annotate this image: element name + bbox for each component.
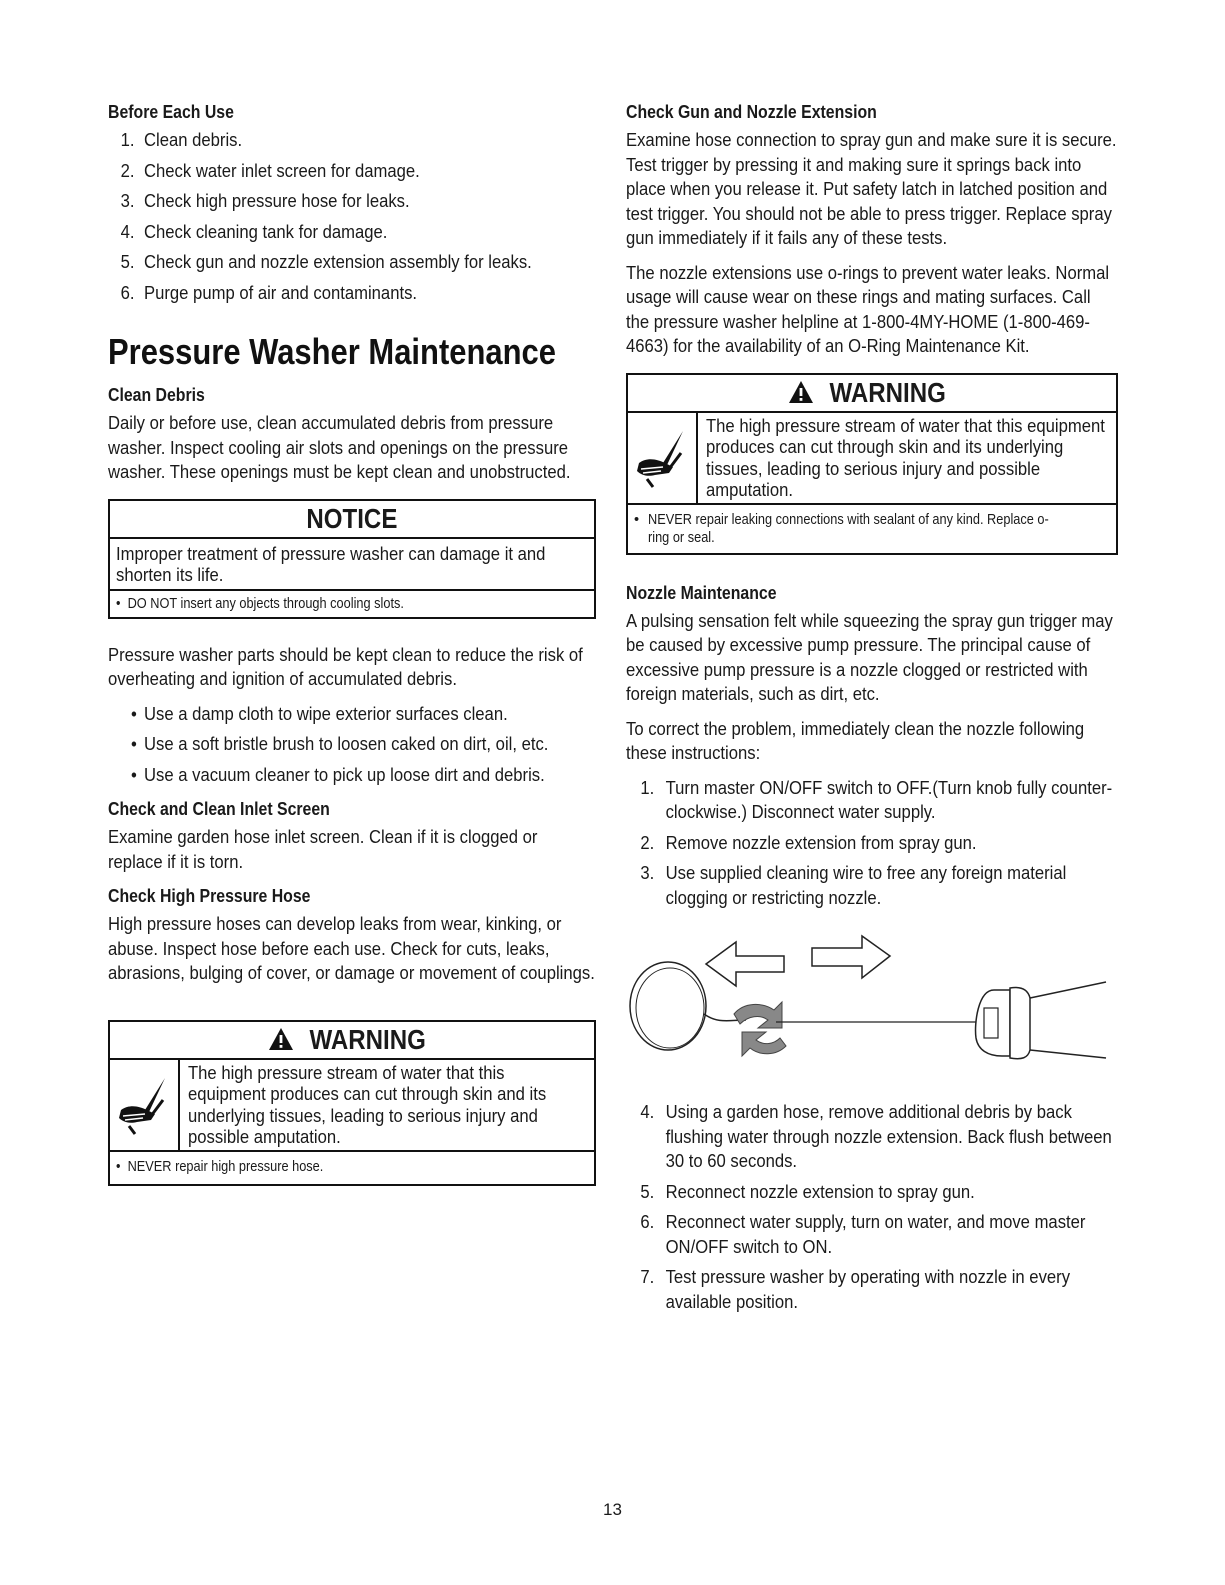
list-item: 4. Using a garden hose, remove additional debris by back flushing water through nozzle extension. Back flush between 30 to 60 seconds. — [640, 1101, 1112, 1171]
list-item: 5. Check gun and nozzle extension assembly for leaks. — [120, 251, 532, 272]
notice-box — [108, 499, 596, 619]
injection-hazard-icon — [628, 413, 698, 503]
list-item: 5. Reconnect nozzle extension to spray gun. — [640, 1180, 975, 1202]
page-title: Pressure Washer Maintenance — [108, 331, 556, 372]
list-item: • Use a soft bristle brush to loosen caked on dirt, oil, etc. — [108, 732, 596, 757]
nozzle-steps-list-b — [626, 1100, 1118, 1314]
clean-debris-heading: Clean Debris — [108, 385, 205, 405]
bullet-icon: • — [116, 595, 121, 612]
nozzle-steps-list-a — [626, 776, 1118, 911]
high-pressure-hose-heading: Check High Pressure Hose — [108, 886, 311, 906]
nozzle-maintenance-heading: Nozzle Maintenance — [626, 582, 777, 603]
warning-body: The high pressure stream of water that this equipment produces can cut through skin and its underlying tissues, leading to serious injury and possible amputation. — [706, 414, 1105, 500]
warning-triangle-icon — [268, 1027, 294, 1051]
bullet-icon: • — [116, 1158, 121, 1175]
list-item: 4. Check cleaning tank for damage. — [120, 220, 388, 242]
inlet-screen-heading: Check and Clean Inlet Screen — [108, 799, 330, 819]
right-column — [626, 100, 1118, 1324]
warning-triangle-icon — [788, 380, 814, 404]
notice-body: Improper treatment of pressure washer can damage it and shorten its life. — [110, 539, 594, 591]
warning-box-right — [626, 373, 1118, 555]
list-item: 1. Turn master ON/OFF switch to OFF.(Turn knob fully counter-clockwise.) Disconnect water supply. — [640, 776, 1113, 822]
nozzle-paragraph-2: To correct the problem, immediately clean the nozzle following these instructions: — [626, 717, 1085, 763]
gun-nozzle-heading: Check Gun and Nozzle Extension — [626, 102, 877, 122]
gun-nozzle-paragraph-2: The nozzle extensions use o-rings to prevent water leaks. Normal usage will cause wear on these rings and mating surfaces. Call the pressure washer helpline at 1-800-4MY-HOME (1-800-469-4663) for the availability of an O-Ring Maintenance Kit. — [626, 261, 1110, 356]
warning-title: WARNING — [110, 1022, 594, 1060]
nozzle-paragraph-1: A pulsing sensation felt while squeezing the spray gun trigger may be caused by excessive pump pressure. The principal cause of excessive pump pressure is a nozzle clogged or restricted with foreign materials, such as dirt, etc. — [626, 609, 1113, 704]
bullet-icon: • — [130, 733, 137, 754]
parts-bullet-list — [108, 702, 596, 788]
notice-title: NOTICE — [110, 501, 594, 539]
warning-note: • NEVER repair high pressure hose. — [116, 1158, 324, 1175]
injection-hazard-icon — [110, 1060, 180, 1150]
high-pressure-hose-paragraph: High pressure hoses can develop leaks from wear, kinking, or abuse. Inspect hose before each use. Check for cuts, leaks, abrasions, bulging of cover, or damage or movement of couplings. — [108, 913, 595, 983]
warning-body: The high pressure stream of water that this equipment produces can cut through skin and its underlying tissues, leading to serious injury and possible amputation. — [188, 1061, 547, 1147]
bullet-icon: • — [634, 511, 640, 528]
list-item: 2. Check water inlet screen for damage. — [120, 159, 420, 181]
list-item: • Use a damp cloth to wipe exterior surfaces clean. — [108, 702, 596, 727]
notice-note: • DO NOT insert any objects through cooling slots. — [116, 595, 404, 612]
warning-note: • NEVER repair leaking connections with sealant of any kind. Replace o-ring or seal. — [634, 511, 1049, 546]
list-item: 2. Remove nozzle extension from spray gun. — [640, 831, 977, 853]
list-item: • Use a vacuum cleaner to pick up loose dirt and debris. — [108, 763, 596, 788]
bullet-icon: • — [130, 702, 137, 724]
before-each-use-heading: Before Each Use — [108, 102, 234, 122]
list-item: 7. Test pressure washer by operating with nozzle in every available position. — [640, 1266, 1071, 1312]
nozzle-cleaning-illustration — [626, 928, 1118, 1078]
gun-nozzle-paragraph-1: Examine hose connection to spray gun and make sure it is secure. Test trigger by pressing it and making sure it springs back into place when you release it. Put safety latch in latched position and test trigger. You should not be able to press trigger. Replace spray gun immediately if it fails any of these tests. — [626, 129, 1117, 248]
before-each-use-list — [108, 128, 596, 305]
parts-paragraph: Pressure washer parts should be kept clean to reduce the risk of overheating and ignition of accumulated debris. — [108, 643, 583, 689]
list-item: 1. Clean debris. — [120, 129, 243, 150]
page-number: 13 — [603, 1500, 622, 1519]
list-item: 6. Purge pump of air and contaminants. — [120, 281, 418, 303]
bullet-icon: • — [130, 763, 137, 785]
left-column — [108, 100, 596, 1186]
warning-title: WARNING — [628, 375, 1116, 413]
warning-box-left — [108, 1020, 596, 1186]
inlet-screen-paragraph: Examine garden hose inlet screen. Clean if it is clogged or replace if it is torn. — [108, 826, 538, 872]
list-item: 3. Use supplied cleaning wire to free any foreign material clogging or restricting nozzle. — [640, 862, 1067, 908]
list-item: 6. Reconnect water supply, turn on water, and move master ON/OFF switch to ON. — [640, 1211, 1086, 1257]
list-item: 3. Check high pressure hose for leaks. — [120, 190, 410, 211]
clean-debris-paragraph: Daily or before use, clean accumulated debris from pressure washer. Inspect cooling air slots and openings on the pressure washer. These openings must be kept clean and unobstructed. — [108, 412, 571, 482]
